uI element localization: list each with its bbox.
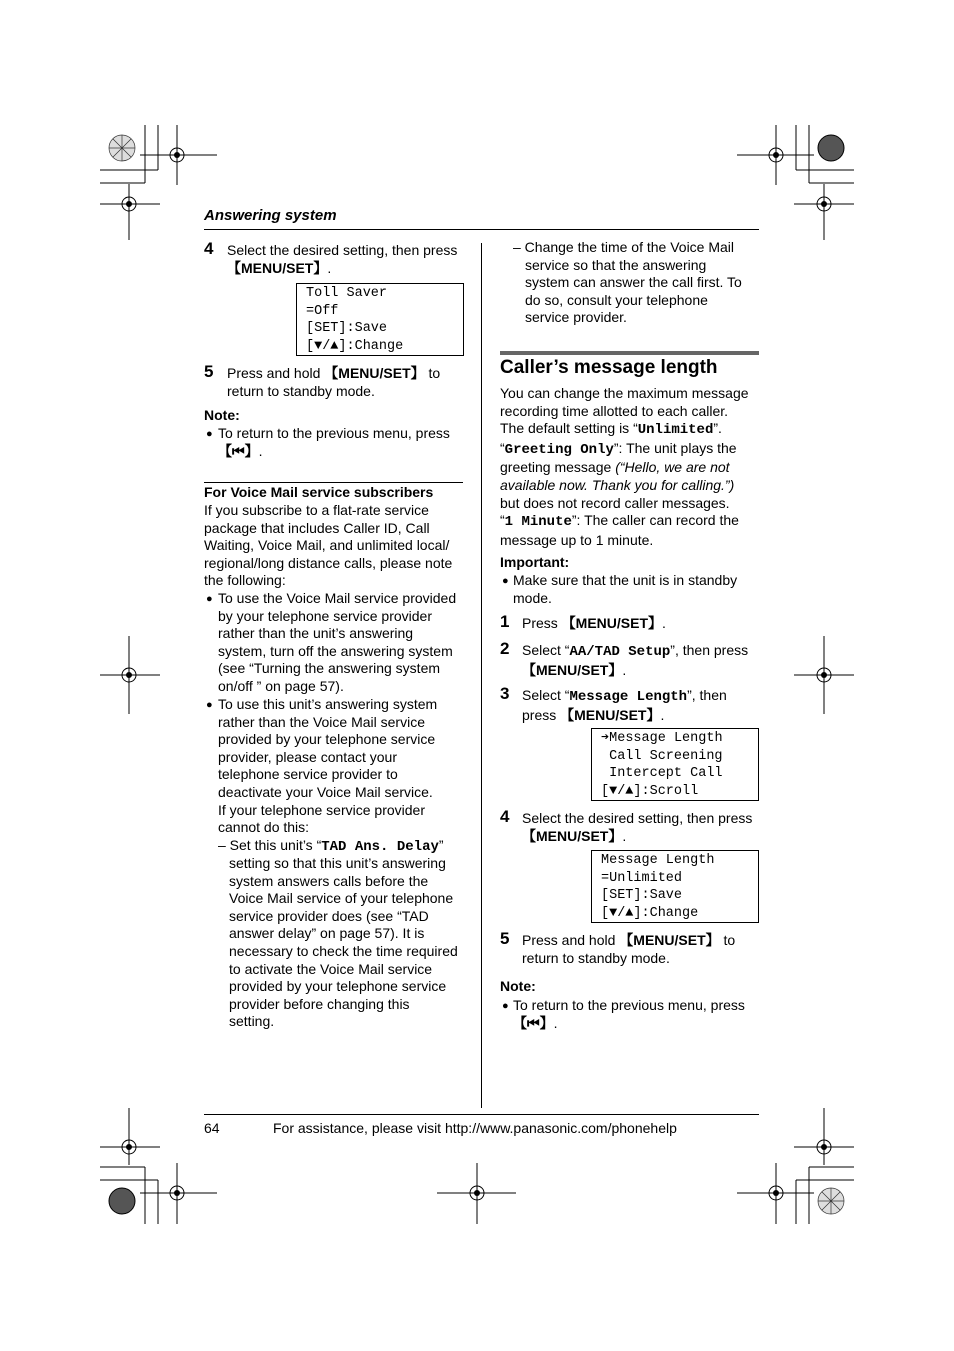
lcd-display — [591, 850, 759, 923]
step-text: Press and hold 【MENU/SET】 to return to standby mode. — [522, 932, 736, 966]
text-line: mode. — [513, 589, 552, 606]
text-line: system, turn off the answering system — [218, 642, 453, 659]
text-line: provided by your telephone service — [218, 731, 436, 748]
section-title: Answering system — [204, 207, 337, 224]
text-line: provider, please contact your — [218, 748, 397, 765]
text-line: cannot do this: — [218, 819, 310, 836]
lcd-line: ➔Message Length — [601, 731, 723, 746]
step-number: 1 — [500, 612, 510, 631]
text-line: setting. — [229, 1013, 275, 1030]
step-number: 5 — [500, 929, 510, 948]
vm-dash-1: – Set this unit’s “TAD Ans. Delay” — [218, 837, 444, 855]
bullet-icon: ● — [502, 575, 509, 587]
important-label: Important: — [500, 554, 570, 570]
text-line: Waiting, Voice Mail, and unlimited local/ — [204, 537, 450, 554]
note-text: To return to the previous menu, press 【⏮】. — [513, 997, 745, 1031]
text-line: on/off ” on page 57). — [218, 677, 344, 694]
text-line: necessary to check the time required — [229, 942, 458, 959]
text-line: – Change the time of the Voice Mail — [513, 239, 735, 255]
section-heading: Caller’s message length — [500, 357, 718, 378]
text-line: If your telephone service provider — [218, 801, 425, 818]
bullet-icon: ● — [502, 1000, 509, 1012]
page-number: 64 — [204, 1120, 220, 1136]
text-line: telephone service provider to — [218, 766, 398, 783]
footer-rule — [204, 1114, 759, 1115]
text-line: If you subscribe to a flat-rate service — [204, 502, 429, 518]
lcd-line: Call Screening — [601, 748, 723, 764]
step-number: 4 — [204, 239, 214, 258]
text-line: service provider does (see “TAD — [229, 907, 429, 924]
text-line: provided by your telephone service — [229, 978, 447, 995]
bullet-icon: ● — [206, 699, 213, 711]
step-number: 5 — [204, 362, 214, 381]
important-text — [513, 572, 737, 607]
vm-bullet-2 — [218, 696, 437, 837]
text-line: rather than the Voice Mail service — [218, 713, 425, 730]
lcd-line: [▼/▲]:Scroll — [601, 783, 699, 799]
header-rule — [204, 229, 759, 230]
lcd-line: [▼/▲]:Change — [306, 338, 404, 354]
column-divider — [481, 243, 482, 1108]
text-line: answer delay” on page 57). It is — [229, 925, 425, 942]
lcd-display — [591, 728, 759, 801]
text-line: system can answer the call first. To — [525, 274, 742, 291]
subsection-rule — [204, 482, 463, 483]
lcd-display — [296, 283, 464, 356]
vm-bullet-1 — [218, 590, 456, 696]
lcd-line: Toll Saver — [306, 286, 388, 301]
text-line: To use the Voice Mail service provided — [218, 590, 457, 606]
step-text: Select “AA/TAD Setup”, then press 【MENU/SET】. — [522, 642, 749, 678]
subsection-heading: For Voice Mail service subscribers — [204, 484, 434, 500]
text-line: the following: — [204, 572, 286, 589]
bullet-icon: ● — [206, 428, 213, 440]
step-text: Select the desired setting, then press 【MENU/SET】. — [227, 242, 458, 276]
lcd-line: Message Length — [601, 853, 715, 868]
text-line: service so that the answering — [525, 256, 707, 273]
section-rule — [500, 351, 759, 355]
lcd-line: =Unlimited — [601, 870, 683, 886]
text-line: do so, consult your telephone — [525, 291, 708, 308]
footer-text: For assistance, please visit http://www.panasonic.com/phonehelp — [273, 1120, 677, 1136]
text-line: Make sure that the unit is in standby — [513, 572, 738, 588]
text-line: system answers calls before the — [229, 872, 429, 889]
text-line: provider before changing this — [229, 995, 410, 1012]
note-label: Note: — [204, 407, 240, 423]
text-line: by your telephone service provider — [218, 607, 433, 624]
note-label: Note: — [500, 978, 536, 994]
text-line: regional/long distance calls, please note — [204, 554, 453, 571]
text-line: rather than the unit’s answering — [218, 625, 414, 642]
step-text: Press 【MENU/SET】. — [522, 615, 666, 631]
step-number: 4 — [500, 807, 510, 826]
step-text: Select “Message Length”, then press 【MENU/SET】. — [522, 687, 727, 723]
step-number: 2 — [500, 639, 510, 658]
text-line: Voice Mail service of your telephone — [229, 890, 454, 907]
text-line: setting so that this unit’s answering — [229, 855, 446, 871]
lcd-line: [▼/▲]:Change — [601, 905, 699, 921]
vm-dash-1-lines — [229, 855, 458, 1031]
text-line: (see “Turning the answering system — [218, 660, 441, 677]
note-text: To return to the previous menu, press 【⏮】. — [218, 425, 450, 459]
text-line: deactivate your Voice Mail service. — [218, 783, 433, 800]
section-intro: You can change the maximum message recording time allotted to each caller. The default setting is “Unlimited”. “Greeting Only”: The unit plays the greeting message (“Hello, we are not available now. Thank you for calling.”) but does not record caller messages. “1 Minute”: The caller can record the message up to 1 minute. — [500, 385, 749, 548]
step-text: Press and hold 【MENU/SET】 to return to standby mode. — [227, 365, 441, 399]
lcd-line: Intercept Call — [601, 766, 723, 782]
step-number: 3 — [500, 684, 510, 703]
text-line: to activate the Voice Mail service — [229, 960, 433, 977]
lcd-line: [SET]:Save — [601, 888, 683, 904]
lcd-line: [SET]:Save — [306, 321, 388, 337]
vm-dash-2 — [513, 239, 742, 327]
text-line: package that includes Caller ID, Call — [204, 519, 430, 536]
text-line: service provider. — [525, 309, 627, 326]
lcd-line: =Off — [306, 303, 339, 319]
bullet-icon: ● — [206, 593, 213, 605]
text-line: To use this unit’s answering system — [218, 696, 438, 712]
step-text: Select the desired setting, then press 【MENU/SET】. — [522, 810, 753, 844]
vm-intro — [204, 502, 452, 590]
